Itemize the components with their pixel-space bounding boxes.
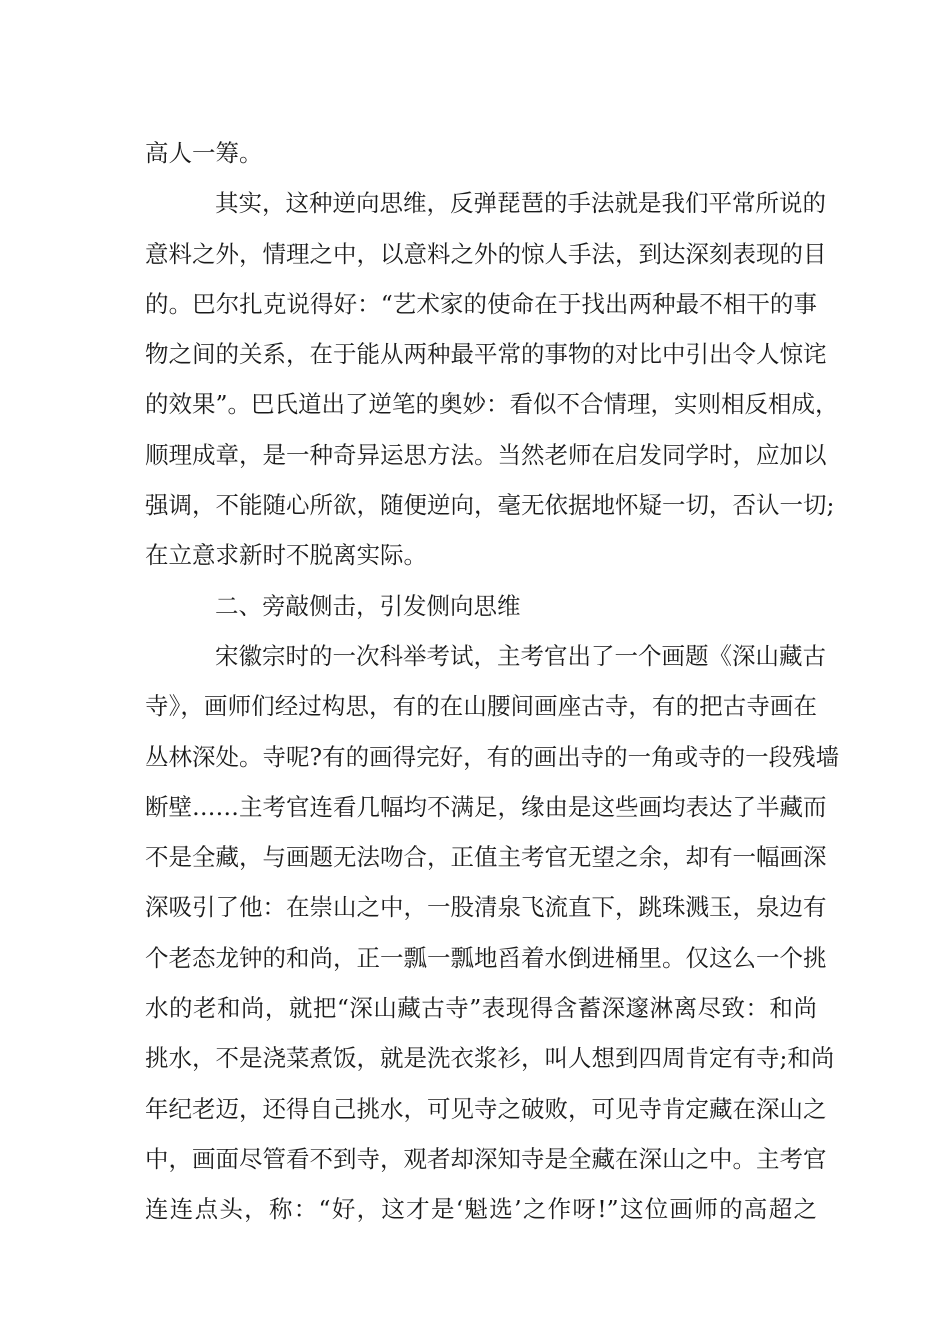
text-line: 寺》，画师们经过构思，有的在山腰间画座古寺，有的把古寺画在 [145, 692, 817, 721]
text-line: 中，画面尽管看不到寺，观者却深知寺是全藏在深山之中。主考官 [145, 1144, 827, 1173]
text-line: 挑水，不是浇菜煮饭，就是洗衣浆衫，叫人想到四周肯定有寺;和尚 [145, 1044, 835, 1073]
text-line: 不是全藏，与画题无法吻合，正值主考官无望之余，却有一幅画深 [145, 843, 827, 872]
text-line: 年纪老迈，还得自己挑水，可见寺之破败，可见寺肯定藏在深山之 [145, 1094, 827, 1123]
text-line: 个老态龙钟的和尚，正一瓢一瓢地舀着水倒进桶里。仅这么一个挑 [145, 943, 827, 972]
text-line: 连连点头，称：“好，这才是‘魁选’之作呀!”这位画师的高超之 [145, 1195, 817, 1224]
text-line: 意料之外，情理之中，以意料之外的惊人手法，到达深刻表现的目 [145, 239, 827, 268]
text-line: 顺理成章，是一种奇异运思方法。当然老师在启发同学时，应加以 [145, 440, 827, 469]
document-body-text [145, 128, 840, 1235]
text-line: 的效果”。巴氏道出了逆笔的奥妙：看似不合情理，实则相反相成， [145, 390, 839, 419]
text-line: 在立意求新时不脱离实际。 [145, 541, 427, 570]
section-heading: 二、旁敲侧击，引发侧向思维 [215, 591, 521, 620]
text-line: 强调，不能随心所欲，随便逆向，毫无依据地怀疑一切，否认一切; [145, 491, 835, 520]
text-line: 的。巴尔扎克说得好：“艺术家的使命在于找出两种最不相干的事 [145, 289, 817, 318]
text-line: 水的老和尚，就把“深山藏古寺”表现得含蓄深邃淋离尽致：和尚 [145, 994, 817, 1023]
paragraph-first-line: 宋徽宗时的一次科举考试，主考官出了一个画题《深山藏古 [215, 641, 826, 670]
text-line: 丛林深处。寺呢?有的画得完好，有的画出寺的一角或寺的一段残墙 [145, 742, 840, 771]
text-line: 断壁……主考官连看几幅均不满足，缘由是这些画均表达了半藏而 [145, 792, 827, 821]
text-line: 高人一筹。 [145, 139, 263, 167]
text-line: 深吸引了他：在崇山之中，一股清泉飞流直下，跳珠溅玉，泉边有 [145, 893, 827, 922]
text-line: 物之间的关系，在于能从两种最平常的事物的对比中引出令人惊诧 [145, 340, 827, 369]
paragraph-first-line: 其实，这种逆向思维，反弹琵琶的手法就是我们平常所说的 [215, 189, 826, 218]
